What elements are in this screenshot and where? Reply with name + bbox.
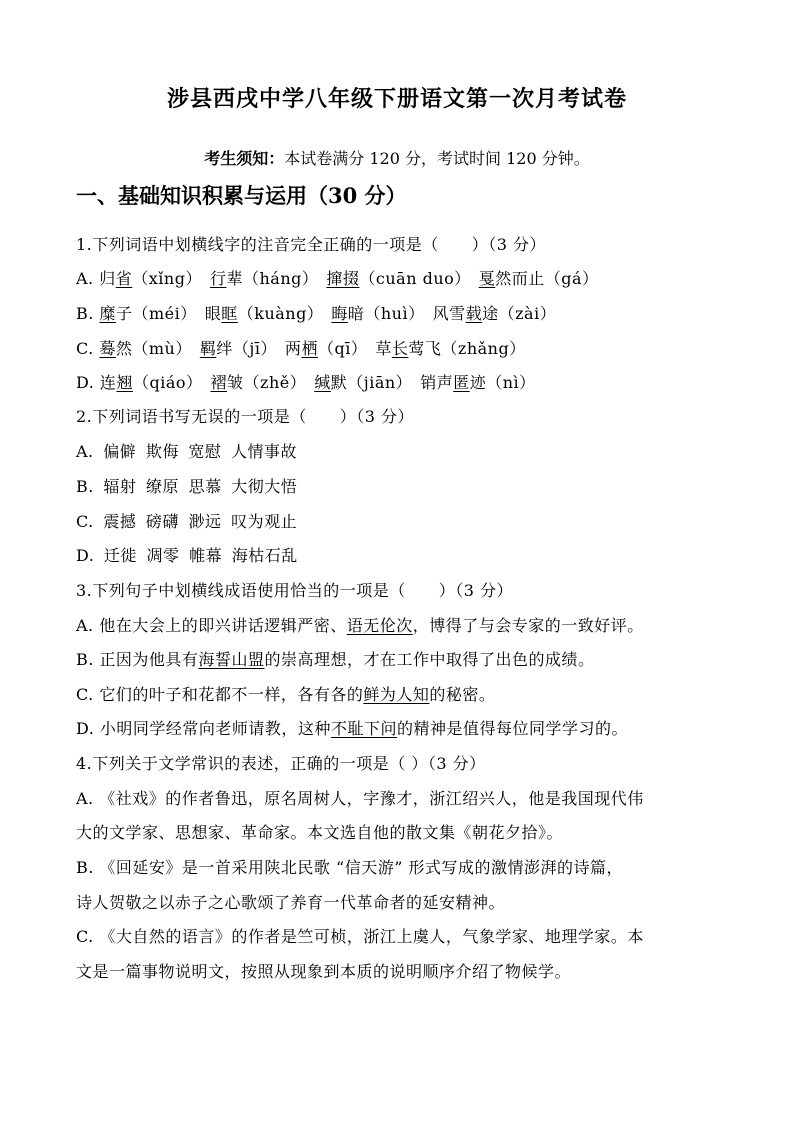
q4-option-a-line1: A. 《社戏》的作者鲁迅，原名周树人，字豫才，浙江绍兴人，他是我国现代伟 — [76, 789, 644, 808]
q4-option-b-line2: 诗人贺敬之以赤子之心歌颂了养育一代革命者的延安精神。 — [76, 893, 506, 912]
q1-option-d: D. 连翘（qiáo） 褶皱（zhě） 缄默（jiān） 销声匿迹（nì） — [76, 373, 536, 392]
q4-option-a-line2: 大的文学家、思想家、革命家。本文选自他的散文集《朝花夕拾》。 — [76, 823, 564, 842]
q3-option-b: B. 正因为他具有海誓山盟的崇高理想，才在工作中取得了出色的成绩。 — [76, 650, 595, 669]
q3-option-d: D. 小明同学经常向老师请教，这种不耻下问的精神是值得每位同学学习的。 — [76, 719, 628, 738]
exam-notice — [0, 146, 794, 169]
q1-option-a: A. 归省（xǐng） 行辈（háng） 撺掇（cuān duo） 戛然而止（gá） — [76, 269, 599, 288]
section-heading-1: 一、基础知识积累与运用（30 分） — [76, 183, 407, 208]
q4-option-c-line1: C. 《大自然的语言》的作者是竺可桢，浙江上虞人，气象学家、地理学家。本 — [76, 927, 644, 946]
q3-option-c: C. 它们的叶子和花都不一样，各有各的鲜为人知的秘密。 — [76, 685, 496, 704]
q3-option-a: A. 他在大会上的即兴讲话逻辑严密、语无伦次，博得了与会专家的一致好评。 — [76, 616, 644, 635]
q1-option-c: C. 蓦然（mù） 羁绊（jī） 两栖（qī） 草长莺飞（zhǎng） — [76, 339, 526, 358]
q2-option-a: A. 偏僻 欺侮 宽慰 人情事故 — [76, 442, 297, 461]
q4-stem: 4.下列关于文学常识的表述，正确的一项是（ ）（3 分） — [76, 754, 486, 773]
q2-option-c: C. 震撼 磅礴 渺远 叹为观止 — [76, 512, 298, 531]
q4-option-b-line1: B. 《回延安》是一首采用陕北民歌 “信天游” 形式写成的激情澎湃的诗篇， — [76, 858, 623, 877]
q3-stem: 3.下列句子中划横线成语使用恰当的一项是（ ）（3 分） — [76, 581, 514, 600]
notice-text: 本试卷满分 120 分，考试时间 120 分钟。 — [284, 149, 590, 168]
q4-option-c-line2: 文是一篇事物说明文，按照从现象到本质的说明顺序介绍了物候学。 — [76, 962, 572, 981]
notice-label: 考生须知： — [204, 149, 285, 168]
q2-option-b: B. 辐射 缭原 思慕 大彻大悟 — [76, 477, 298, 496]
q1-option-b: B. 糜子（méi） 眼眶（kuàng） 晦暗（huì） 风雪载途（zài） — [76, 304, 557, 323]
q2-option-d: D. 迁徙 凋零 帷幕 海枯石乱 — [76, 546, 298, 565]
q2-stem: 2.下列词语书写无误的一项是（ ）（3 分） — [76, 407, 415, 426]
q1-stem: 1.下列词语中划横线字的注音完全正确的一项是（ ）（3 分） — [76, 235, 547, 254]
exam-title: 涉县西戌中学八年级下册语文第一次月考试卷 — [166, 86, 627, 112]
